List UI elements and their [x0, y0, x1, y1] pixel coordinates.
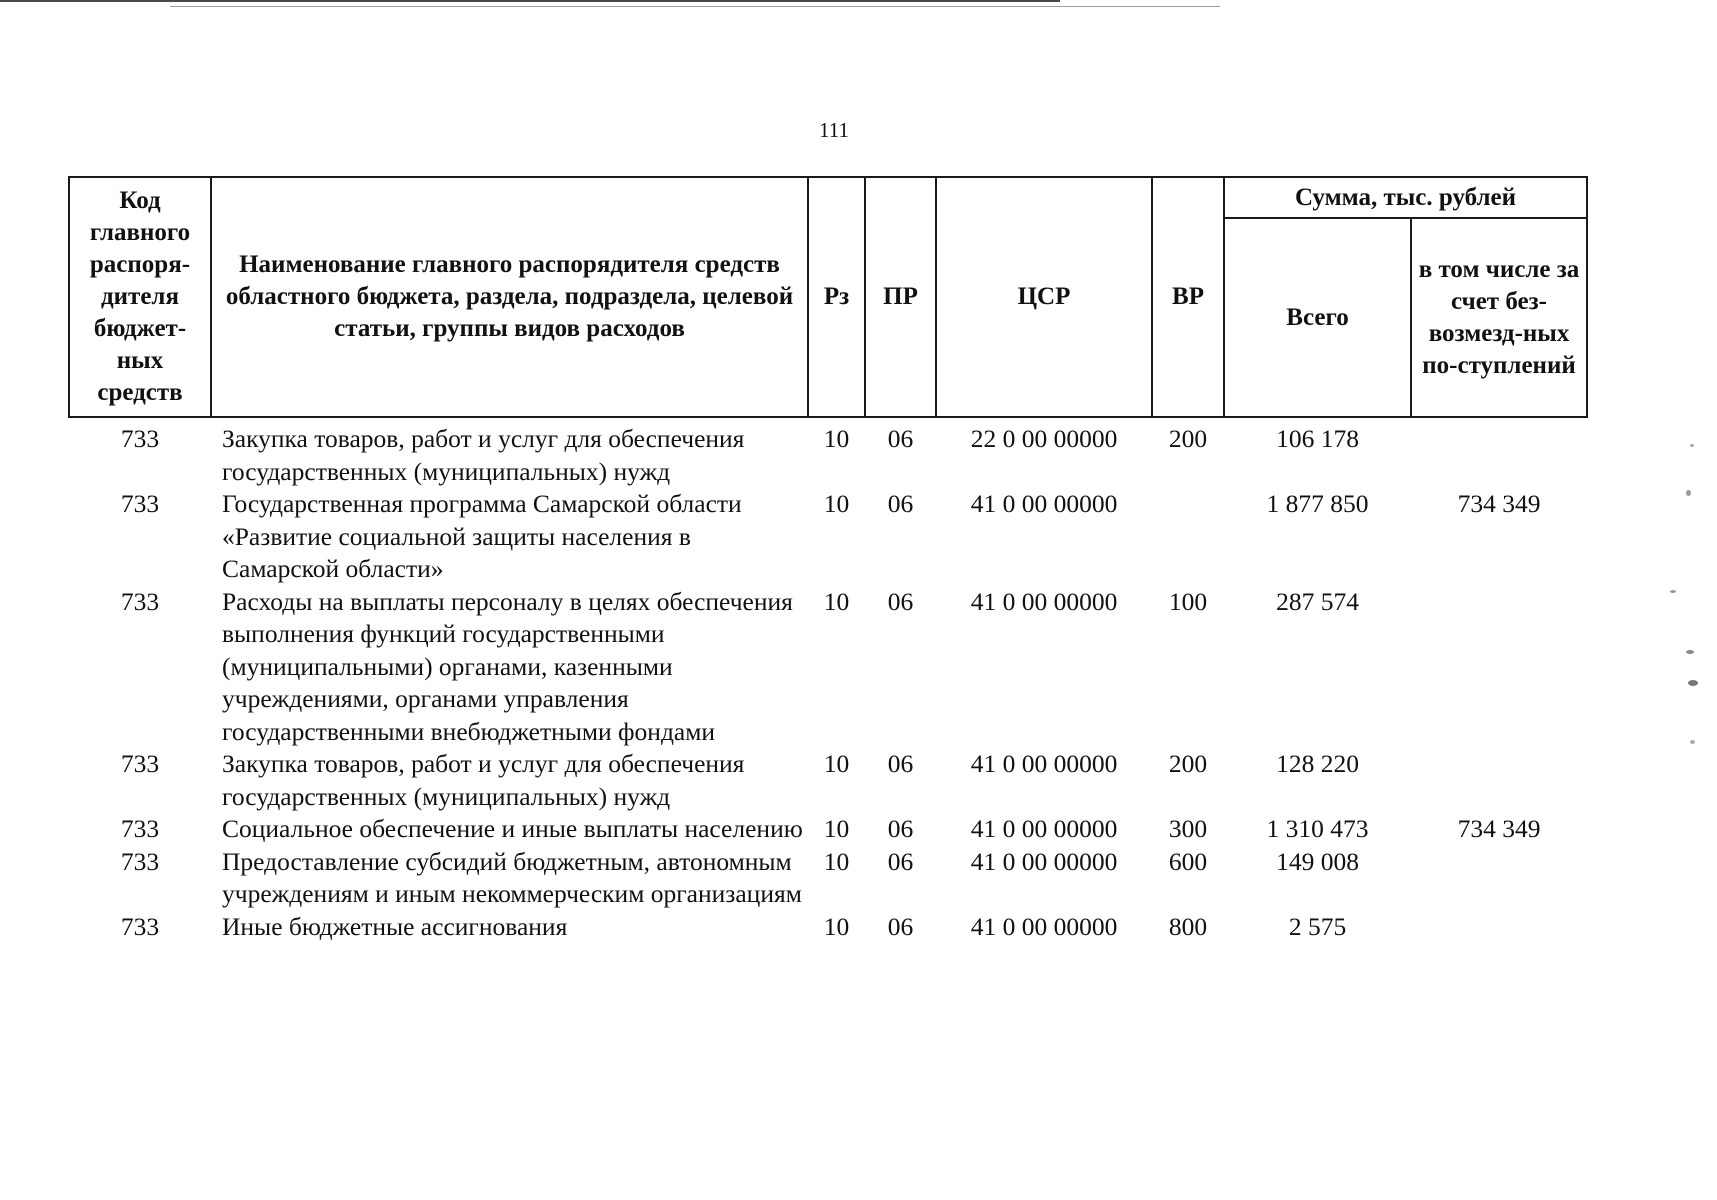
scan-edge-line: [0, 0, 1060, 2]
cell-code: 733: [120, 814, 160, 843]
cell-total: 128 220: [1276, 749, 1359, 778]
cell-code: 733: [120, 846, 160, 876]
cell-pr: 06: [887, 424, 914, 453]
cell-csr: 41 0 00 00000: [970, 814, 1118, 843]
table-row: [69, 417, 1587, 488]
cell-csr: 41 0 00 00000: [970, 911, 1118, 941]
cell-total: 149 008: [1276, 846, 1359, 876]
table-row: [69, 813, 1587, 846]
cell-incl: [1411, 846, 1587, 911]
cell-total: 1 877 850: [1266, 489, 1369, 518]
cell-pr: 06: [887, 911, 914, 941]
scan-speck: [1670, 590, 1676, 593]
header-vr: ВР: [1152, 177, 1224, 417]
header-incl: в том числе за счет без-возмезд-ных по-ступлений: [1411, 218, 1587, 417]
cell-incl: [1411, 586, 1587, 749]
cell-vr: 100: [1168, 586, 1208, 616]
cell-pr: 06: [887, 586, 914, 616]
scan-edge-line-faint: [170, 6, 1220, 7]
table-row: [69, 911, 1587, 944]
table-row: [69, 488, 1587, 586]
header-sum-group: Сумма, тыс. рублей: [1224, 177, 1587, 218]
cell-rz: 10: [823, 846, 850, 876]
cell-name: Расходы на выплаты персоналу в целях обеспечения выполнения функций государственными (муниципальными) органами, казенными учреждениями, органами управления государственными внебюджетными фондами: [222, 586, 793, 746]
cell-code: 733: [120, 749, 160, 778]
cell-csr: 41 0 00 00000: [970, 586, 1118, 616]
cell-name: Социальное обеспечение и иные выплаты населению: [222, 814, 803, 843]
cell-csr: 22 0 00 00000: [970, 424, 1118, 453]
cell-vr: 200: [1168, 424, 1208, 453]
cell-pr: 06: [887, 489, 914, 518]
cell-rz: 10: [823, 749, 850, 778]
page-number: 111: [819, 118, 849, 142]
cell-name: Иные бюджетные ассигнования: [222, 911, 568, 941]
cell-rz: 10: [823, 586, 850, 616]
cell-pr: 06: [887, 814, 914, 843]
header-name: Наименование главного распорядителя средств областного бюджета, раздела, подраздела, целевой статьи, группы видов расходов: [211, 177, 808, 417]
table-body: [69, 417, 1587, 943]
cell-code: 733: [120, 489, 160, 518]
cell-code: 733: [120, 586, 160, 616]
cell-incl: [1411, 417, 1587, 488]
cell-rz: 10: [823, 911, 850, 941]
header-code: Код главного распоря-дителя бюджет-ных средств: [69, 177, 211, 417]
cell-csr: 41 0 00 00000: [970, 489, 1118, 518]
cell-pr: 06: [887, 749, 914, 778]
cell-csr: 41 0 00 00000: [970, 749, 1118, 778]
cell-incl: [1411, 911, 1587, 944]
cell-total: 106 178: [1276, 424, 1359, 453]
cell-vr: 800: [1168, 911, 1208, 941]
cell-name: Государственная программа Самарской области «Развитие социальной защиты населения в Самарской области»: [222, 489, 742, 583]
cell-total: 2 575: [1288, 911, 1347, 941]
cell-rz: 10: [823, 424, 850, 453]
cell-pr: 06: [887, 846, 914, 876]
header-rz: Рз: [808, 177, 865, 417]
header-pr: ПР: [865, 177, 936, 417]
scan-speck: [1690, 740, 1695, 744]
cell-vr: [1152, 488, 1224, 586]
cell-rz: 10: [823, 489, 850, 518]
cell-vr: 300: [1168, 814, 1208, 843]
cell-incl: 734 349: [1457, 489, 1541, 518]
table-row: [69, 748, 1587, 813]
scan-speck: [1686, 650, 1694, 654]
cell-name: Закупка товаров, работ и услуг для обеспечения государственных (муниципальных) нужд: [222, 749, 745, 811]
cell-vr: 600: [1168, 846, 1208, 876]
header-csr: ЦСР: [936, 177, 1152, 417]
cell-name: Закупка товаров, работ и услуг для обеспечения государственных (муниципальных) нужд: [222, 424, 745, 486]
cell-total: 1 310 473: [1266, 814, 1369, 843]
cell-rz: 10: [823, 814, 850, 843]
cell-vr: 200: [1168, 749, 1208, 778]
budget-allocation-table: [68, 176, 1588, 943]
scan-speck: [1688, 680, 1698, 686]
cell-name: Предоставление субсидий бюджетным, автономным учреждениям и иным некоммерческим организациям: [222, 846, 802, 908]
header-total: Всего: [1224, 218, 1411, 417]
scan-speck: [1690, 444, 1694, 447]
table-row: [69, 846, 1587, 911]
cell-csr: 41 0 00 00000: [970, 846, 1118, 876]
cell-incl: 734 349: [1457, 814, 1541, 843]
table-header: [69, 177, 1587, 417]
cell-incl: [1411, 748, 1587, 813]
scan-speck: [1686, 490, 1691, 496]
cell-total: 287 574: [1276, 586, 1359, 616]
cell-code: 733: [120, 911, 160, 941]
cell-code: 733: [120, 424, 160, 453]
table-row: [69, 586, 1587, 749]
